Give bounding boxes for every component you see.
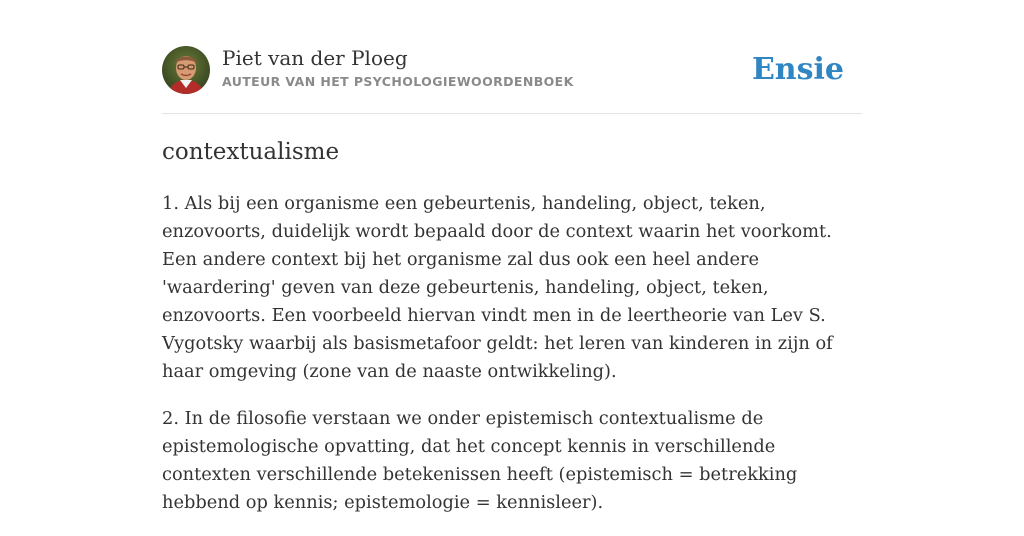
author-header <box>162 46 862 96</box>
author-avatar[interactable] <box>162 46 210 94</box>
definition-paragraph: 2. In de filosofie verstaan we onder epistemisch contextualisme de epistemologische opvatting, dat het concept kennis in verschillende contexten verschillende betekenissen heeft (epistemisch = betrekking hebbend op kennis; epistemologie = kennisleer). <box>162 408 798 513</box>
header-divider <box>162 113 862 114</box>
author-role: AUTEUR VAN HET PSYCHOLOGIEWOORDENBOEK <box>222 74 574 89</box>
definitions-list <box>162 190 862 536</box>
entry-term: contextualisme <box>162 139 340 165</box>
author-portrait-icon <box>162 46 210 94</box>
brand-logo[interactable]: Ensie <box>751 52 844 87</box>
definition-paragraph: 1. Als bij een organisme een gebeurtenis, handeling, object, teken, enzovoorts, duidelijk wordt bepaald door de context waarin het voorkomt. Een andere context bij het organisme zal dus ook een heel andere 'waardering' geven van deze gebeurtenis, handeling, object, teken, enzovoorts. Een voorbeeld hiervan vindt men in de leertheorie van Lev S. Vygotsky waarbij als basismetafoor geldt: het leren van kinderen in zijn of haar omgeving (zone van de naaste ontwikkeling). <box>162 193 833 382</box>
author-name[interactable]: Piet van der Ploeg <box>222 46 408 70</box>
